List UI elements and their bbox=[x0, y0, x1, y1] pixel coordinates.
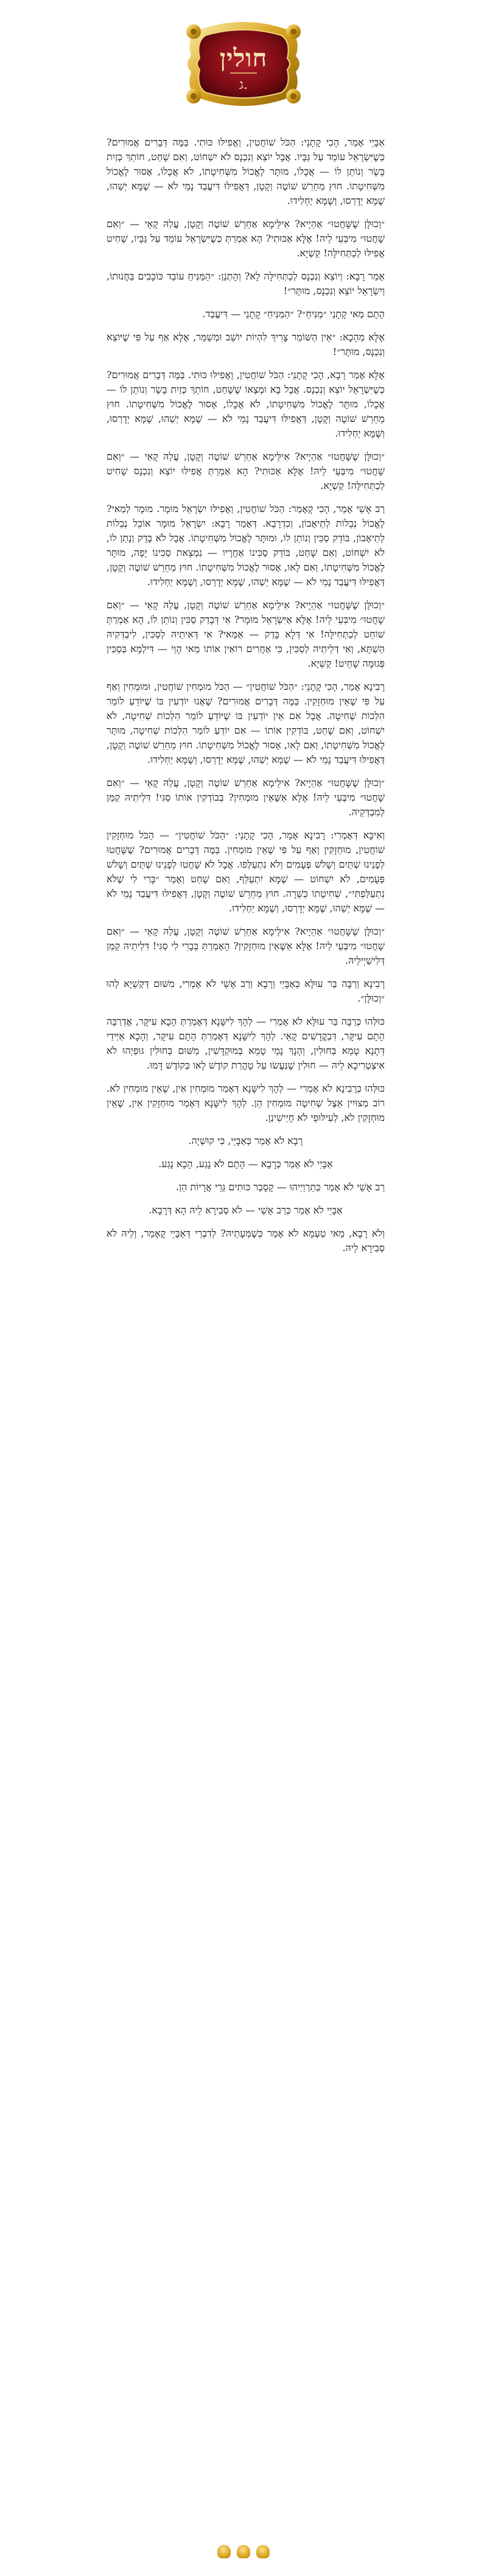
paragraph: אַבָּיֵי אָמַר, הָכִי קָתָנֵי: הַכֹּל שׁוֹחֲטִין, וַאֲפִילּוּ כּוּתִי. בַּמֶּה דְּבָרִים אֲמוּרִים? כְּשֶׁיִּשְׂרָאֵל עוֹמֵד עַל גַּבָּיו. אֲבָל יוֹצֵא וְנִכְנָס לֹא יִשְׁחוֹט, וְאִם שָׁחַט, חוֹתֵךְ כְּזַיִת בָּשָׂר וְנוֹתֵן לוֹ — אֲכָלוֹ, מוּתָּר לֶאֱכוֹל מִשְּׁחִיטָתוֹ, לֹא אֲכָלוֹ, אָסוּר לֶאֱכוֹל מִשְּׁחִיטָתוֹ. חוּץ מֵחֵרֵשׁ שׁוֹטֶה וְקָטָן, דַּאֲפִילּוּ דִּיעֲבַד נָמֵי לֹא — שֶׁמָּא יְשַׁהוּ, שֶׁמָּא יְדָרְסוּ, וְשֶׁמָּא יַחְלִידוּ. bbox=[107, 136, 385, 206]
paragraph: אַבָּיֵי לֹא אָמַר כְּרָבָא — הָתָם לֹא נָגַע, הָכָא נָגַע. bbox=[158, 1158, 333, 1170]
paragraph: הָתָם מַאי קָתָנֵי ״מַנִּיחַ״? ״הַמַּנִּיחַ״ קָתָנֵי — דִּיעֲבַד. bbox=[202, 308, 385, 320]
paragraph: וְאִיכָּא דְּאָמְרִי: רָבִינָא אָמַר, הָכִי קָתָנֵי: ״הַכֹּל שׁוֹחֲטִין״ — הַכֹּל מוּחְזָקִין שׁוֹחֲטִין, מוּחְזָקִין וְאַף עַל פִּי שֶׁאֵין מוּמְחִין. בַּמֶּה דְּבָרִים אֲמוּרִים? שֶׁשָּׁחֲטוּ לְפָנֵינוּ שְׁתַּיִם וְשָׁלֹשׁ פְּעָמִים וְלֹא נִתְעַלְּפוּ. אֲבָל לֹא שָׁחֲטוּ לְפָנֵינוּ שְׁתַּיִם וְשָׁלֹשׁ פְּעָמִים, לֹא יִשְׁחוֹט — שֶׁמָּא יִתְעַלֵּף, וְאִם שָׁחַט וְאָמַר ״בָּרִי לִי שֶׁלֹּא נִתְעַלַּפְתִּי״, שְׁחִיטָתוֹ כְּשֵׁרָה. חוּץ מֵחֵרֵשׁ שׁוֹטֶה וְקָטָן, דַּאֲפִילּוּ דִּיעֲבַד נָמֵי לֹא — שֶׁמָּא יְשַׁהוּ, שֶׁמָּא יְדָרְסוּ, וְשֶׁמָּא יַחְלִידוּ. bbox=[107, 829, 385, 914]
gold-flame-icon bbox=[217, 2545, 231, 2558]
paragraph: כּוּלְּהוּ כְּרָבִינָא לֹא אָמְרִי — לְהָךְ לִישָּׁנָא דְּאָמַר מוּמְחִין אִין, שֶׁאֵין מוּמְחִין לֹא. רוֹב מְצוּיִין אֵצֶל שְׁחִיטָה מוּמְחִין הֵן. לְהָךְ לִישָּׁנָא דְּאָמַר מוּחְזָקִין אִין, שֶׁאֵין מוּחְזָקִין לֹא, לְעִילּוּפֵי לֹא חָיְישִׁינַן. bbox=[107, 1083, 385, 1123]
paragraph: אָמַר רָבָא: וְיוֹצֵא וְנִכְנָס לְכַתְּחִילָּה לָא? וְהָתְנַן: ״הַמַּנִּיחַ עוֹבֵד כּוֹכָבִים בַּחֲנוּתוֹ, וְיִשְׂרָאֵל יוֹצֵא וְנִכְנָס, מוּתָּר״! bbox=[107, 270, 385, 297]
paragraph: רַב אָשֵׁי לֹא אָמַר כְּתַרְוַיְיהוּ — קָסָבַר כּוּתִים גֵּרֵי אֲרָיוֹת הֵן. bbox=[175, 1181, 385, 1193]
paragraph: אַבָּיֵי לֹא אָמַר כְּרַב אָשֵׁי — לֹא סְבִירָא לֵיהּ הָא דְּרָבָא. bbox=[149, 1204, 343, 1216]
paragraph: ״וְכוּלָּן שֶׁשָּׁחֲטוּ״ אַהֵיָיא? אִילֵּימָא אַחֵרֵשׁ שׁוֹטֶה וְקָטָן, עֲלַהּ קָאֵי — ״וְאִם שָׁחֲטוּ״ מִיבְּעֵי לֵיהּ! אֶלָּא אַכּוּתִי? הָא אַמְרַתְּ אֲפִילּוּ יוֹצֵא וְנִכְנָס שָׁחִיט לְכַתְּחִילָּה! קַשְׁיָא. bbox=[107, 451, 385, 491]
footer-ornament bbox=[207, 2545, 280, 2563]
paragraph: וְלֹא רָבָא, מַאי טַעְמָא לֹא אָמַר כְּשֶׁמְּעָתֵיהּ? לְדִבְרֵי דְּאַבָּיֵי קָאָמַר, וְלֵיהּ לֹא סְבִירָא לֵיהּ. bbox=[107, 1227, 385, 1254]
daf-number: ג. bbox=[239, 77, 248, 93]
paragraph: אֶלָּא אָמַר רָבָא, הָכִי קָתָנֵי: הַכֹּל שׁוֹחֲטִין, וַאֲפִילּוּ כּוּתִי. בַּמֶּה דְּבָרִים אֲמוּרִים? כְּשֶׁיִּשְׂרָאֵל יוֹצֵא וְנִכְנָס. אֲבָל בָּא וּמְצָאוֹ שֶׁשָּׁחַט, חוֹתֵךְ כְּזַיִת בָּשָׂר וְנוֹתֵן לוֹ — אֲכָלוֹ, מוּתָּר לֶאֱכוֹל מִשְּׁחִיטָתוֹ, לֹא אֲכָלוֹ, אָסוּר לֶאֱכוֹל מִשְּׁחִיטָתוֹ. חוּץ מֵחֵרֵשׁ שׁוֹטֶה וְקָטָן, דַּאֲפִילּוּ דִּיעֲבַד נָמֵי לֹא — שֶׁמָּא יְשַׁהוּ, שֶׁמָּא יְדָרְסוּ, וְשֶׁמָּא יַחְלִידוּ. bbox=[107, 369, 385, 439]
paragraph: ״וְכוּלָּן שֶׁשָּׁחֲטוּ״ אַהֵיָיא? אִילֵּימָא אַחֵרֵשׁ שׁוֹטֶה וְקָטָן, עֲלַהּ קָאֵי — ״וְאִם שָׁחֲטוּ״ מִיבְּעֵי לֵיהּ! אֶלָּא אַשֶּׁאֵין מוּחְזָקִין? הָאָמְרַתְּ בְּבָרִי לִי סַגִּי! דִּלְיתֵיהּ קַמַּן דְּלִישַׁיְילֵיהּ. bbox=[107, 925, 385, 966]
paragraph: רַב אָשֵׁי אָמַר, הָכִי קָאָמַר: הַכֹּל שׁוֹחֲטִין, וַאֲפִילּוּ יִשְׂרָאֵל מוּמָר. מוּמָר לְמַאי? לֶאֱכוֹל נְבֵלוֹת לְתֵיאָבוֹן, וְכִדְרָבָא. דְּאָמַר רָבָא: יִשְׂרָאֵל מוּמָר אוֹכֵל נְבֵלוֹת לְתֵיאָבוֹן, בּוֹדֵק סַכִּין וְנוֹתֵן לוֹ, וּמוּתָּר לֶאֱכוֹל מִשְּׁחִיטָתוֹ. אֲבָל לֹא בָּדַק וְנָתַן לוֹ, לֹא יִשְׁחוֹט, וְאִם שָׁחַט, בּוֹדֵק סַכִּינוֹ אַחֲרָיו — נִמְצֵאת סַכִּינוֹ יָפָה, מוּתָּר לֶאֱכוֹל מִשְּׁחִיטָתוֹ, וְאִם לָאו, אָסוּר לֶאֱכוֹל מִשְּׁחִיטָתוֹ. חוּץ מֵחֵרֵשׁ שׁוֹטֶה וְקָטָן, דַּאֲפִילּוּ דִּיעֲבַד נָמֵי לֹא — שֶׁמָּא יְשַׁהוּ, שֶׁמָּא יְדָרְסוּ, וְשֶׁמָּא יַחְלִידוּ. bbox=[107, 503, 385, 588]
header-plaque bbox=[183, 18, 304, 110]
paragraph: רָבִינָא וְרַבָּה בַּר עוּלָּא כְּאַבָּיֵי וְרָבָא וְרַב אָשֵׁי לֹא אָמְרִי, מִשּׁוּם דְּקַשְׁיָא לְהוּ ״וְכוּלָּן״. bbox=[107, 978, 385, 1004]
tractate-title: חולין bbox=[219, 44, 268, 72]
paragraph: ״וְכוּלָּן שֶׁשָּׁחֲטוּ״ אַהֵיָיא? אִילֵּימָא אַחֵרֵשׁ שׁוֹטֶה וְקָטָן, עֲלַהּ קָאֵי — ״וְאִם שָׁחֲטוּ״ מִיבְּעֵי לֵיהּ! אֶלָּא אַיִּשְׂרָאֵל מוּמָר? אִי דְּבָדַק סַכִּין וְנוֹתֵן לוֹ, הָא אַמְרַתְּ שׁוֹחֵט לְכַתְּחִילָּה! אִי דְּלָא בָּדַק — אַמַּאי? אִי דְּאִיתֵיהּ לְסַכִּין, לִיבְדְּקִיהּ הַשְׁתָּא, וְאִי דְּלֵיתֵיהּ לְסַכִּין, כִּי אַחֲרִים רוֹאִין אוֹתוֹ מַאי הָוֵי — דִּילְמָא בְּסַכִּין פְּגוּמָה שָׁחֵיט! קַשְׁיָא. bbox=[107, 599, 385, 669]
text-column bbox=[107, 135, 385, 1264]
paragraph: ״וְכוּלָּן שֶׁשָּׁחֲטוּ״ אַהֵיָיא? אִילֵּימָא אַחֵרֵשׁ שׁוֹטֶה וְקָטָן, עֲלַהּ קָאֵי — ״וְאִם שָׁחֲטוּ״ מִיבְּעֵי לֵיהּ! אֶלָּא אַכּוּתִי? הָא אַמְרַתְּ כְּשֶׁיִּשְׂרָאֵל עוֹמֵד עַל גַּבָּיו, שָׁחִיט אֲפִילּוּ לְכַתְּחִילָּה! קַשְׁיָא. bbox=[107, 218, 385, 259]
paragraph: רָבִינָא אָמַר, הָכִי קָתָנֵי: ״הַכֹּל שׁוֹחֲטִין״ — הַכֹּל מוּמְחִין שׁוֹחֲטִין, וּמוּמְחִין וְאַף עַל פִּי שֶׁאֵין מוּחְזָקִין. בַּמֶּה דְּבָרִים אֲמוּרִים? שֶׁאָנוּ יוֹדְעִין בּוֹ שֶׁיּוֹדֵעַ לוֹמַר הִלְכוֹת שְׁחִיטָה. אֲבָל אִם אֵין יוֹדְעִין בּוֹ שֶׁיּוֹדֵעַ לוֹמַר הִלְכוֹת שְׁחִיטָה, לֹא יִשְׁחוֹט, וְאִם שָׁחַט, בּוֹדְקִין אוֹתוֹ — אִם יוֹדֵעַ לוֹמַר הִלְכוֹת שְׁחִיטָה, מוּתָּר לֶאֱכוֹל מִשְּׁחִיטָתוֹ, וְאִם לָאו, אָסוּר לֶאֱכוֹל מִשְּׁחִיטָתוֹ. חוּץ מֵחֵרֵשׁ שׁוֹטֶה וְקָטָן, דַּאֲפִילּוּ דִּיעֲבַד נָמֵי לֹא — שֶׁמָּא יְשַׁהוּ, שֶׁמָּא יְדָרְסוּ, וְשֶׁמָּא יַחְלִידוּ. bbox=[107, 681, 385, 765]
paragraph: אֶלָּא מֵהָכָא: ״אֵין הַשּׁוֹמֵר צָרִיךְ לִהְיוֹת יוֹשֵׁב וּמְשַׁמֵּר, אֶלָּא אַף עַל פִּי שֶׁיּוֹצֵא וְנִכְנָס, מוּתָּר״! bbox=[107, 331, 385, 357]
paragraph: רָבָא לֹא אָמַר כְּאַבָּיֵי, כִּי קוּשְׁיָה. bbox=[188, 1135, 303, 1146]
gold-flame-icon bbox=[237, 2545, 250, 2558]
paragraph: כּוּלְּהוּ כְּרַבָּה בַּר עוּלָּא לֹא אָמְרִי — לְהָךְ לִישָּׁנָא דְּאָמְרַתְּ הָכָא עִיקָּר, אֲדְרַבָּה הָתָם עִיקָּר, דִּבְקֳדָשִׁים קָאֵי. לְהָךְ לִישָּׁנָא דְּאָמְרַתְּ הָתָם עִיקָּר, וְהָכָא אַיְּידֵי דְּתָנָא טָמֵא בְּחוּלִין, וְהָנָךְ נָמֵי טָמֵא בְּמוּקְדָּשִׁין, מִשּׁוּם בְּחוּלִין גּוּפַיְהוּ לֹא אִיצְטְרִיכָא לֵיהּ — חוּלִין שֶׁנַּעֲשׂוּ עַל טָהֳרַת קוֹדֶשׁ לָאו כְּקוֹדֶשׁ דָּמוּ. bbox=[107, 1016, 385, 1071]
paragraph: ״וְכוּלָּן שֶׁשָּׁחֲטוּ״ אַהֵיָיא? אִילֵּימָא אַחֵרֵשׁ שׁוֹטֶה וְקָטָן, עֲלַהּ קָאֵי — ״וְאִם שָׁחֲטוּ״ מִיבְּעֵי לֵיהּ! אֶלָּא אַשֶּׁאֵין מוּמְחִין? בְּבוֹדְקִין אוֹתוֹ סַגִּי! דִּלְיתֵיהּ קַמַּן לְמִבְדְּקֵיהּ. bbox=[107, 777, 385, 818]
gold-flame-icon bbox=[256, 2545, 270, 2558]
